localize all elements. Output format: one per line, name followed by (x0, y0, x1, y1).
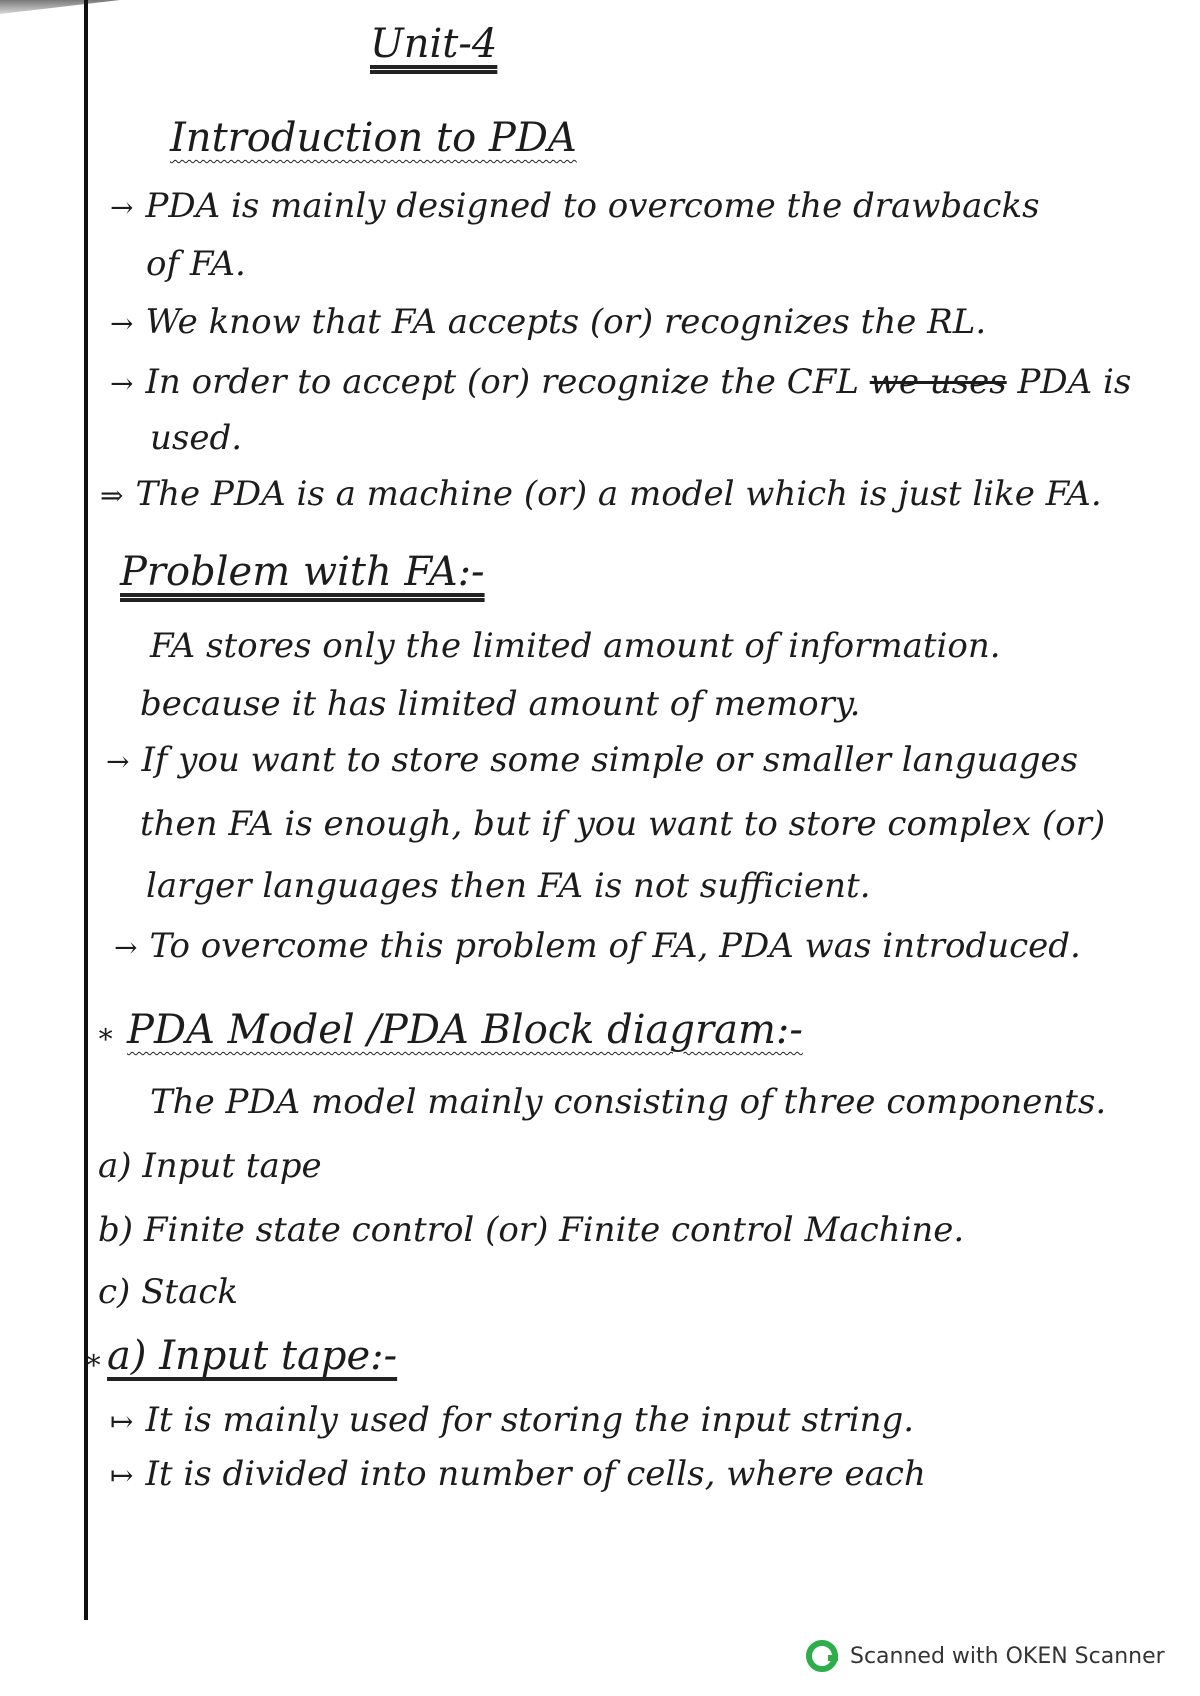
struck-text: we uses (869, 362, 1007, 402)
list-item: c) Stack (98, 1272, 238, 1312)
arrow-icon: → (114, 931, 138, 964)
arrow-icon: → (110, 367, 134, 400)
asterisk-icon: ∗ (96, 1017, 116, 1050)
page-corner-shadow (0, 0, 120, 14)
note-line: ⇒ The PDA is a machine (or) a model which is just like FA. (100, 474, 1102, 514)
arrow-icon: → (106, 745, 130, 778)
note-line: because it has limited amount of memory. (140, 684, 861, 724)
note-line: ↦ It is divided into number of cells, where each (110, 1454, 926, 1494)
note-line: → We know that FA accepts (or) recognizes the RL. (110, 302, 987, 342)
note-line: ↦ It is mainly used for storing the input string. (110, 1400, 915, 1440)
section-heading-problem: Problem with FA:- (120, 549, 485, 595)
note-line: FA stores only the limited amount of information. (150, 626, 1001, 666)
arrow-icon: → (110, 307, 134, 340)
note-line: The PDA model mainly consisting of three components. (150, 1082, 1107, 1122)
note-line: of FA. (146, 244, 246, 284)
list-item: a) Input tape (98, 1146, 322, 1186)
section-heading-input-tape: ∗ a) Input tape:- (84, 1333, 398, 1379)
arrow-icon: ↦ (110, 1405, 134, 1438)
double-arrow-icon: ⇒ (100, 479, 124, 512)
note-line: → In order to accept (or) recognize the CFL we uses PDA is (110, 362, 1132, 402)
scanner-logo-icon (806, 1640, 838, 1672)
section-heading-intro: Introduction to PDA (170, 115, 577, 161)
arrow-icon: ↦ (110, 1459, 134, 1492)
note-line: → To overcome this problem of FA, PDA was introduced. (114, 926, 1081, 966)
note-line: then FA is enough, but if you want to store complex (or) (140, 804, 1106, 844)
note-line: larger languages then FA is not sufficient. (146, 866, 871, 906)
note-line: → If you want to store some simple or smaller languages (106, 740, 1079, 780)
section-heading-model: ∗ PDA Model /PDA Block diagram:- (96, 1007, 803, 1053)
asterisk-icon: ∗ (84, 1343, 104, 1376)
list-item: b) Finite state control (or) Finite control Machine. (98, 1210, 965, 1250)
note-line: → PDA is mainly designed to overcome the drawbacks (110, 186, 1040, 226)
note-line: used. (150, 418, 243, 458)
page-title: Unit-4 (370, 21, 498, 67)
arrow-icon: → (110, 191, 134, 224)
scanner-watermark (806, 1636, 1165, 1676)
scanner-watermark-text: Scanned with OKEN Scanner (850, 1643, 1165, 1669)
